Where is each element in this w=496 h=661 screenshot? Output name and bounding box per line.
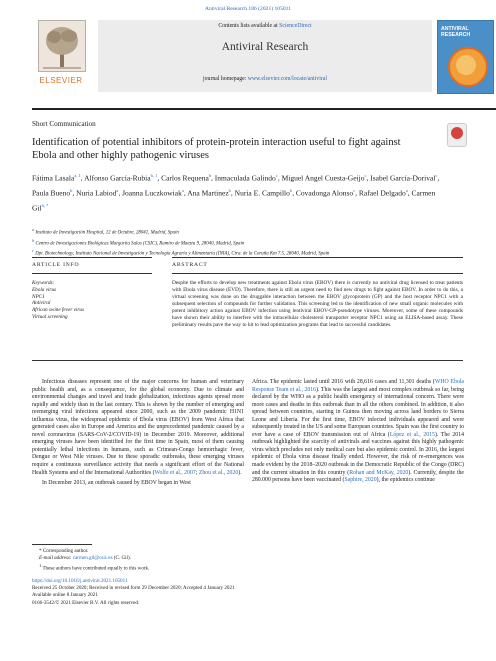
email-label: E-mail address: — [39, 555, 73, 561]
journal-info-panel — [98, 20, 432, 92]
received-dates: Received 25 October 2020; Received in revised form 29 December 2020; Accepted 4 January 2021 — [32, 585, 235, 592]
citation-link[interactable]: Zhou et al., 2020 — [198, 469, 239, 476]
keywords-block — [32, 280, 132, 321]
author-affiliation-sup: b — [228, 188, 231, 194]
author-name[interactable]: Carmen Gil — [32, 188, 436, 213]
check-updates-badge-icon — [451, 127, 463, 139]
journal-reference[interactable]: Antiviral Research 186 (2021) 105011 — [204, 6, 292, 12]
affiliations — [32, 226, 462, 258]
author-affiliation-sup: a — [181, 188, 184, 194]
doi-link[interactable]: https://doi.org/10.1016/j.antiviral.2021.105011 — [32, 578, 128, 584]
body-text: Africa. The epidemic lasted until 2016 with 28,616 cases and 11,301 deaths ( — [252, 379, 435, 385]
footnote-corresponding: * Corresponding author. — [39, 548, 89, 554]
author-name[interactable]: Covadonga Alonso — [295, 188, 354, 198]
affiliation-text: Centro de Investigaciones Biológicas Margarita Salas (CSIC), Ramiro de Maeztu 9, 28040, Madrid, Spain — [35, 241, 245, 247]
body-text: ). — [238, 469, 242, 476]
author-affiliation-sup: c — [364, 173, 367, 178]
article-info-subrule — [32, 273, 152, 274]
author-affiliation-sup: c — [275, 173, 278, 178]
body-right-column — [252, 379, 464, 485]
author-name[interactable]: Ana Martinez — [187, 188, 229, 198]
author-affiliation-sup: b, * — [41, 203, 49, 209]
contents-line — [98, 23, 432, 29]
body-text: ; — [195, 469, 199, 476]
author-affiliation-sup: c — [435, 173, 438, 178]
cover-title: ANTIVIRAL RESEARCH — [441, 26, 471, 38]
journal-header — [32, 16, 496, 110]
abstract-text: Despite the efforts to develop new treatments against Ebola virus (EBOV) there is currently no antiviral drug licensed to treat patients with Ebola virus disease (EVD). Therefore, there is still an urgent need to find new drugs to fight against EBOV. In order to do this, a virtual screening was done on the druggable interaction between the EBOV glycoprotein (GP) and the host receptor NPC1 with a subsequent selection of compounds for further validation. This screening led to the identification of new small organic molecules with potent inhibitory action against EBOV infection using lentiviral EBOV-GP-pseudotype viruses. Moreover, some of these compounds have shown their ability to interfere with the intracellular cholesterol transporter receptor NPC1 using an ELISA-based assay. These preliminary results pave the way to hit to lead optimization programs that lead to successful candidates. — [172, 280, 463, 328]
author-name[interactable]: Alfonso García-Rubia — [84, 173, 151, 183]
footnote-text: These authors have contributed equally to this work. — [42, 565, 150, 572]
affiliation-b — [32, 237, 462, 248]
abstract-heading: ABSTRACT — [172, 262, 208, 268]
author-name[interactable]: Joanna Luczkowiak — [122, 188, 182, 198]
affiliation-a — [32, 226, 462, 237]
abstract-subrule — [172, 273, 463, 274]
body-paragraph: In December 2013, an outbreak caused by EBOV began in West — [42, 480, 191, 487]
body-text: ), the epidemics continue — [376, 477, 435, 484]
affiliation-text: Dpt. Biotechnology, Instituto Nacional de Investigación y Tecnología Agraria y Alimentaria (INIA), Ctra. de la Coruña Km 7.5, 28040, Madrid, Spain — [35, 251, 330, 257]
body-text: Infectious diseases represent one of the major concerns for human and veterinary public health and, as a consequence, for the global economy. Due to climate and environmental changes and travel and trade globalization, infectious agents spread more rapidly and widely than in the last century. This is shown by the number of emerging and reemerging viral infections appeared since 2000, such as the 2009 pandemic H1N1 influenza virus, the widespread epidemic of Ebola virus (EBOV) from West Africa that generated cases also in Europe and America and the unprecedented pandemic caused by a novel coronavirus (SARS-CoV-2/COVID-19) in December 2019. Moreover, additional emerging viruses have been identified for the first time in Spain, most of them causing potentially lethal infections in humans, such as Crimean-Congo hemorrhagic fever, Dengue or West Nile viruses. Due to these sporadic outbreaks, these emerging viruses require a continuous surveillance activity that needs a significant effort of the National Health Systems and of the International Authorities ( — [32, 379, 244, 476]
article-title: Identification of potential inhibitors of protein-protein interaction useful to fight against Ebola and other highly pathogenic viruses — [32, 137, 401, 161]
author-name[interactable]: Isabel García-Dorival — [370, 173, 436, 183]
article-info-heading: ARTICLE INFO — [32, 262, 80, 268]
copyright: 0166-3542/© 2021 Elsevier B.V. All rights reserved. — [32, 599, 140, 606]
check-for-updates-icon[interactable] — [447, 123, 467, 147]
elsevier-tree-icon — [38, 20, 86, 72]
journal-title: Antiviral Research — [221, 41, 309, 53]
publisher-logo — [32, 20, 90, 90]
homepage-prefix: journal homepage: — [203, 76, 248, 82]
author-affiliation-sup: b — [289, 188, 293, 194]
author-name[interactable]: Rafael Delgado — [358, 188, 406, 198]
footnote-rule — [32, 544, 92, 545]
keyword-item: Virtual screening — [32, 313, 68, 320]
author-name[interactable]: Nuria Labiod — [76, 188, 117, 198]
author-list: Fátima Lasala$^{a, 1}$, Alfonso García-Rubia$^{b, 1}$, Carlos Requena$^b$, Inmaculada Galindo$^c$, Miguel Angel Cuesta-Geijo$^c$, Isabel García-Dorival$^c$, Paula Bueno$^b$, Nuria Labiod$^a$, Joanna Luczkowiak$^a$, Ana Martinez$^b$, Nuria E. Campillo$^b$, Covadonga Alonso$^c$, Rafael Delgado$^a$, Carmen Gil$^{b, *}$ — [32, 173, 440, 213]
author-affiliation-sup: b, 1 — [150, 173, 158, 178]
journal-cover[interactable] — [437, 20, 494, 94]
footnote-equal: 1 These authors have contributed equally to this work. — [39, 563, 150, 572]
body-text: ). Currently, despite the 280.000 persons have been vaccinated ( — [252, 469, 464, 484]
contents-prefix: Contents lists available at — [218, 23, 280, 29]
sciencedirect-link[interactable]: ScienceDirect — [279, 23, 312, 29]
keyword-item: NPC1 — [32, 293, 45, 300]
body-text: ). This was the largest and most complex outbreak so far, being declared by the WHO as a public health emergency of international concern. There were more cases and deaths in this outbreak than in all the others combined. In addition, it also spread between countries, starting in Guinea then moving across land borders to Sierra Leone and Liberia. For the first time, EBOV infected individuals appeared and were subsequently treated in the US and some European countries. Spain was the first country to ever have a case of EBOV transmission out of Africa ( — [252, 386, 464, 438]
author-affiliation-sup: a — [405, 188, 408, 194]
footnotes — [32, 548, 244, 573]
homepage-line — [98, 76, 432, 82]
author-affiliation-sup: c — [353, 188, 356, 194]
affiliation-label: c — [32, 248, 34, 254]
author-name[interactable]: Nuria E. Campillo — [234, 188, 290, 198]
email-link[interactable]: carmen.gil@csic.es — [72, 555, 113, 561]
publisher-name: ELSEVIER — [39, 76, 83, 85]
article-type: Short Communication — [32, 120, 96, 128]
keyword-item: Antiviral — [32, 300, 51, 307]
affiliation-text: Instituto de Investigación Hospital, 12 de Octubre, 28041, Madrid, Spain — [35, 230, 179, 236]
body-left-column — [32, 379, 244, 488]
citation-link[interactable]: Wolfe et al., 2007 — [154, 469, 196, 476]
affiliation-label: a — [32, 227, 35, 232]
keyword-item: African swine fever virus — [32, 307, 85, 314]
author-name[interactable]: Fátima Lasala — [32, 173, 75, 183]
author-name[interactable]: Inmaculada Galindo — [214, 173, 276, 183]
article-info-rule — [32, 257, 152, 258]
keyword-item: Ebola virus — [32, 286, 57, 293]
body-paragraph — [32, 379, 244, 477]
footnote-email — [32, 555, 244, 562]
homepage-link[interactable]: www.elsevier.com/locate/antiviral — [247, 76, 327, 82]
author-affiliation-sup: a, 1 — [74, 173, 81, 178]
online-date: Available online 8 January 2021 — [32, 592, 98, 599]
author-affiliation-sup: a — [116, 188, 119, 194]
abstract-rule — [172, 257, 463, 258]
author-affiliation-sup: b — [208, 173, 212, 178]
citation-link[interactable]: Rohan and McKay, 2020 — [349, 469, 409, 476]
author-name[interactable]: Miguel Angel Cuesta-Geijo — [281, 173, 365, 183]
affiliation-label: b — [32, 237, 35, 243]
citation-link[interactable]: WHO Ebola Response Team et al., 2016 — [252, 379, 464, 393]
footnote-text: (C. Gil). — [112, 555, 131, 561]
body-text: ). The 2014 outbreak highlighted the scarcity of antivirals and vaccines against this highly pathogenic virus which precludes not only medical care but also epidemic control. In 2016, the largest epidemic of Ebola virus disease finally ended. However, the risk of re-emergences was made evident by the 2018–2020 outbreak in the Democratic Republic of the Congo (DRC) and the current situation in this country ( — [252, 431, 464, 476]
citation-link[interactable]: López et al., 2015 — [389, 431, 435, 438]
citation-link[interactable]: Saphire, 2020 — [344, 477, 377, 484]
author-affiliation-sup: b — [70, 188, 73, 194]
abstract-bottom-rule — [32, 360, 463, 361]
virus-core-icon — [456, 55, 476, 75]
author-name[interactable]: Carlos Requena — [161, 173, 209, 183]
author-name[interactable]: Paula Bueno — [32, 188, 71, 198]
article-metadata — [32, 578, 292, 607]
keywords-label: Keywords: — [32, 280, 55, 286]
body-paragraph — [252, 379, 464, 485]
footnote-text: Corresponding author. — [42, 548, 89, 554]
